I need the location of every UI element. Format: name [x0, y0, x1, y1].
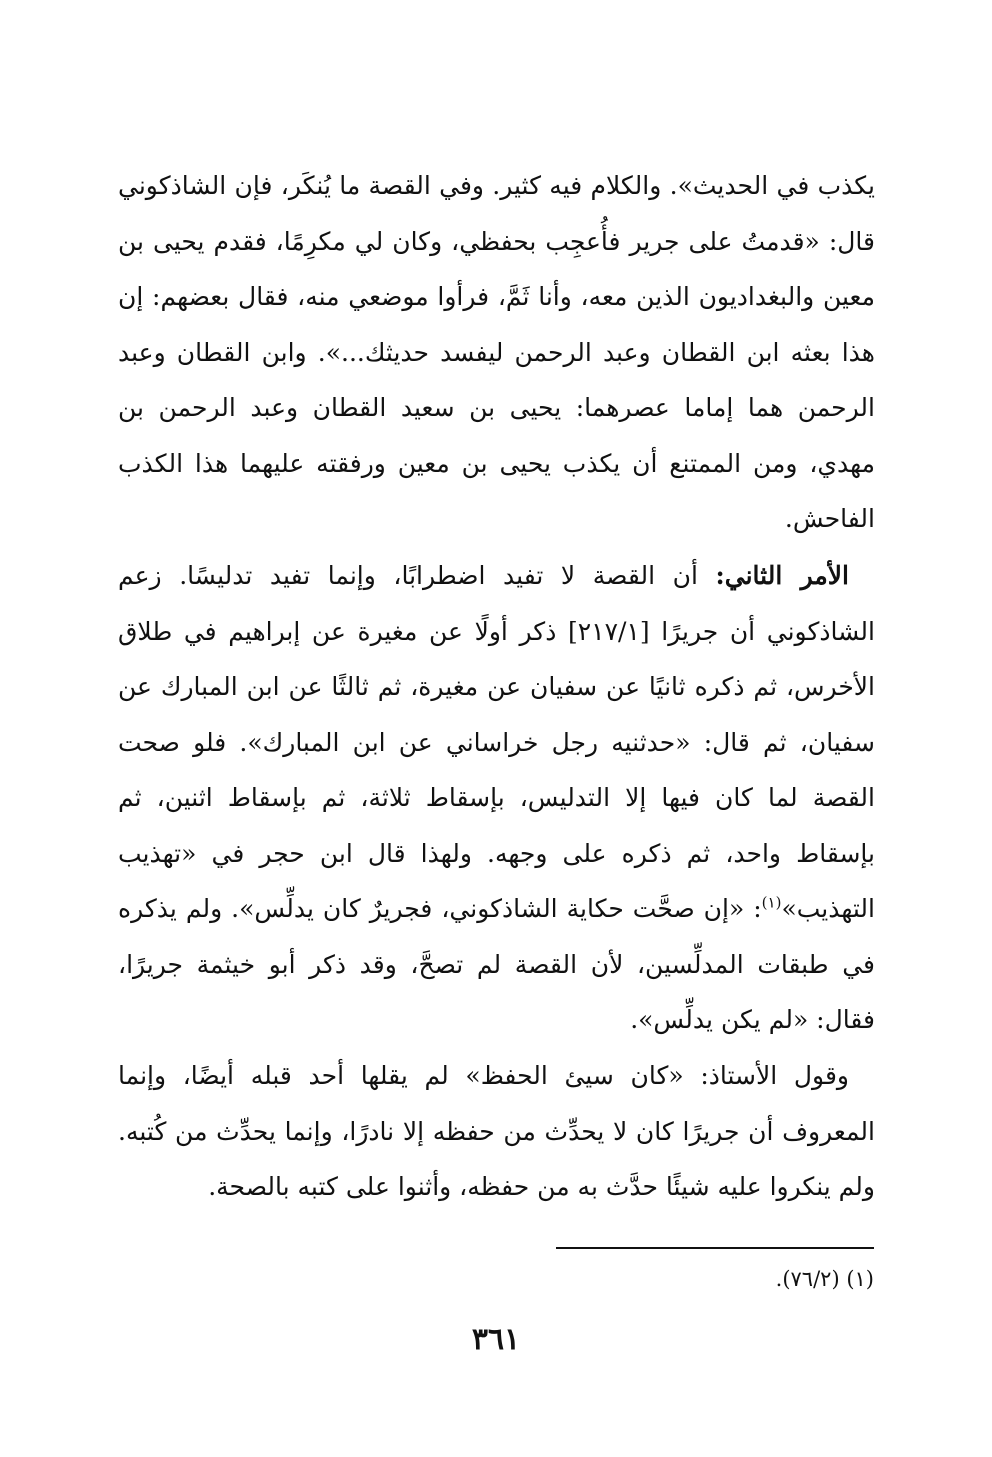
- paragraph-2-tail: : «إن صحَّت حكاية الشاذكوني، فجريرٌ كان يدلِّس». ولم يذكره في طبقات المدلِّسين، لأن القصة لم تصحَّ، وقد ذكر أبو خيثمة جريرًا، فقال: «لم يكن يدلِّس».: [118, 894, 875, 1034]
- paragraph-2-heading: الأمر الثاني:: [715, 561, 849, 590]
- footnote-reference[interactable]: (١): [761, 893, 782, 912]
- paragraph-1: [118, 158, 875, 547]
- paragraph-2: [118, 548, 875, 1048]
- page-number: ٣٦١: [471, 1322, 521, 1357]
- paragraph-2-text: [118, 548, 875, 1048]
- paragraph-2-body: أن القصة لا تفيد اضطرابًا، وإنما تفيد تدليسًا. زعم الشاذكوني أن جريرًا [٢١٧/١] ذكر أولًا عن مغيرة عن إبراهيم في طلاق الأخرس، ثم ذكره ثانيًا عن سفيان عن مغيرة، ثم ثالثًا عن ابن المبارك عن سفيان، ثم قال: «حدثنيه رجل خراساني عن ابن المبارك». فلو صحت القصة لما كان فيها إلا التدليس، بإسقاط ثلاثة، ثم بإسقاط اثنين، ثم بإسقاط واحد، ثم ذكره على وجهه. ولهذا قال ابن حجر في «تهذيب التهذيب»: [118, 561, 875, 923]
- footnote-text: (١) (٧٦/٢).: [775, 1267, 874, 1291]
- paragraph-3: [118, 1048, 875, 1215]
- paragraph-3-text: وقول الأستاذ: «كان سيئ الحفظ» لم يقلها أحد قبله أيضًا، وإنما المعروف أن جريرًا كان لا يحدِّث من حفظه إلا نادرًا، وإنما يحدِّث من كُتبه. ولم ينكروا عليه شيئًا حدَّث به من حفظه، وأثنوا على كتبه بالصحة.: [118, 1061, 875, 1201]
- paragraph-1-text: يكذب في الحديث». والكلام فيه كثير. وفي القصة ما يُنكَر، فإن الشاذكوني قال: «قدمتُ على جرير فأُعجِب بحفظي، وكان لي مكرِمًا، فقدم يحيى بن معين والبغداديون الذين معه، وأنا ثَمَّ، فرأوا موضعي منه، فقال بعضهم: إن هذا بعثه ابن القطان وعبد الرحمن ليفسد حديثك...». وابن القطان وعبد الرحمن هما إماما عصرهما: يحيى بن سعيد القطان وعبد الرحمن بن مهدي، ومن الممتنع أن يكذب يحيى بن معين ورفقته عليهما هذا الكذب الفاحش.: [118, 171, 875, 533]
- footnote-divider: [556, 1247, 874, 1249]
